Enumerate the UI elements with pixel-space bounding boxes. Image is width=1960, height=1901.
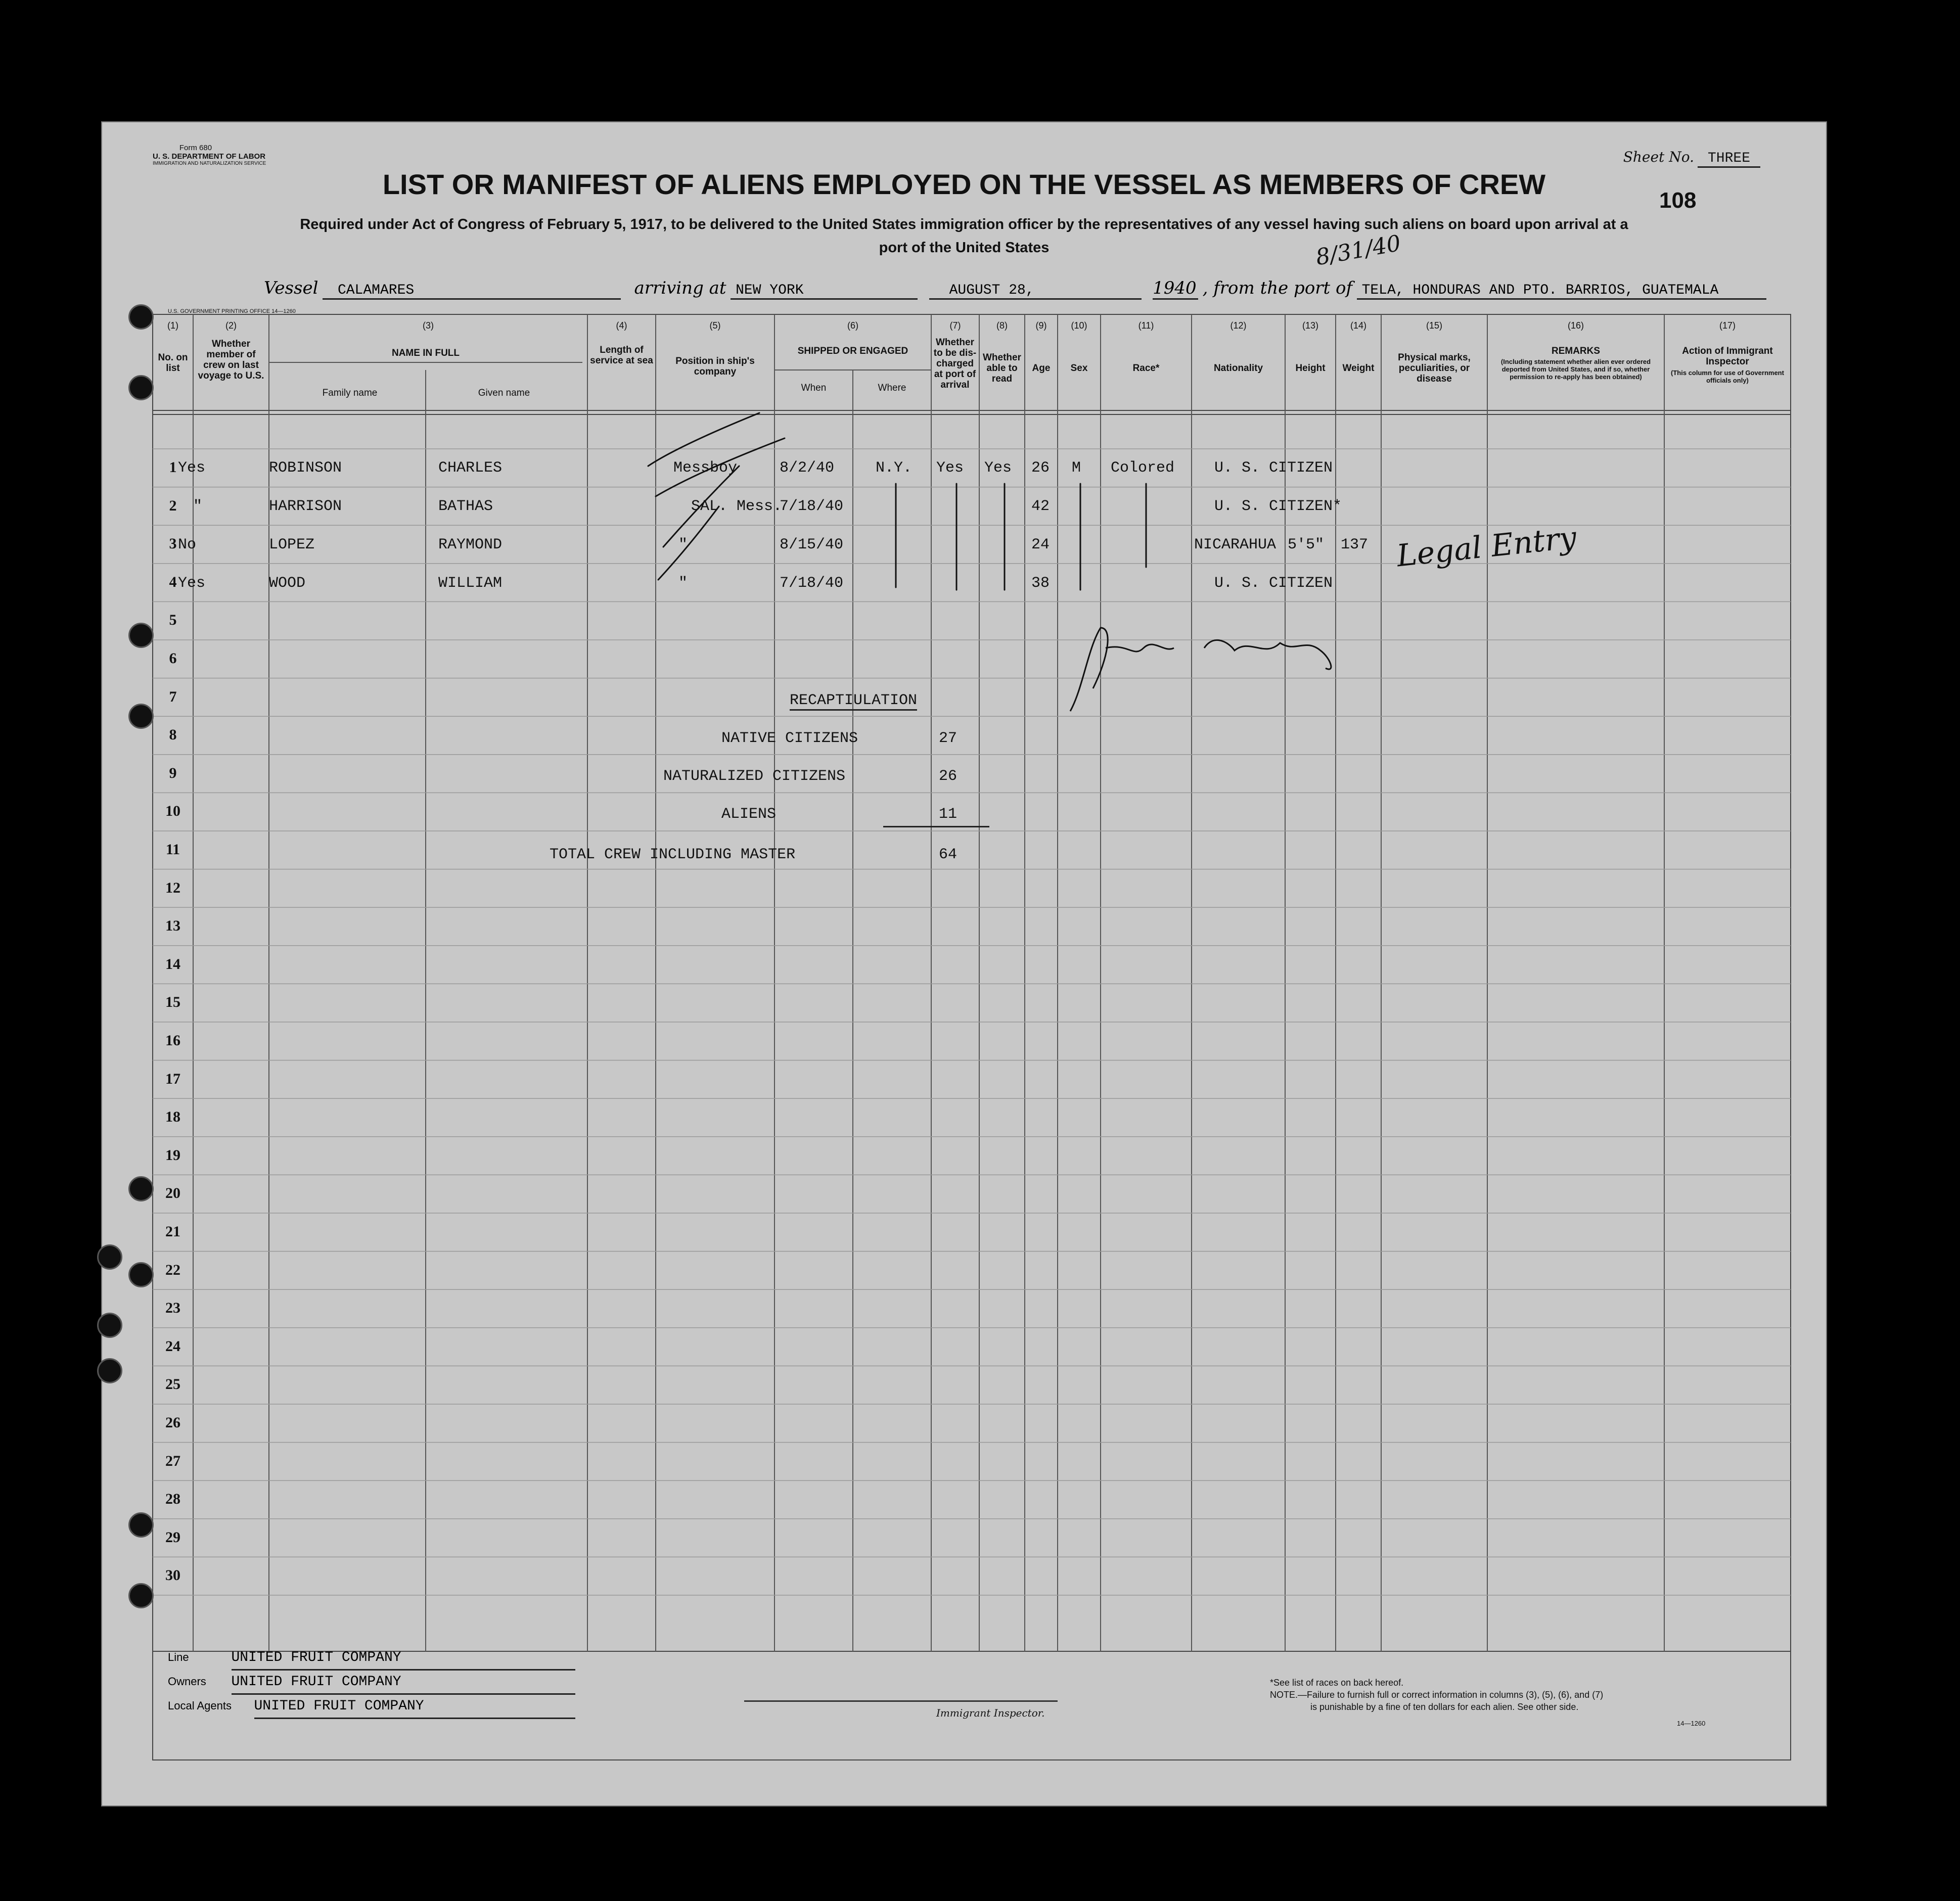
row-2-family: HARRISON bbox=[269, 498, 342, 515]
inspector-label: Immigrant Inspector. bbox=[936, 1707, 1045, 1719]
recap-total-label: TOTAL CREW INCLUDING MASTER bbox=[550, 846, 796, 863]
row-1-given: CHARLES bbox=[438, 459, 503, 477]
date-note: 8/31/40 bbox=[1313, 230, 1403, 271]
form-number: Form 680 bbox=[179, 144, 212, 152]
arriving-label: arriving at bbox=[634, 278, 726, 298]
row-4-family: WOOD bbox=[269, 575, 306, 592]
owners-label: Owners bbox=[168, 1675, 206, 1688]
races-note: *See list of races on back hereof. bbox=[1270, 1678, 1404, 1688]
punch-hole bbox=[128, 704, 154, 729]
col-num-7: (7) bbox=[949, 320, 961, 331]
row-number: 18 bbox=[165, 1108, 180, 1126]
line-label: Line bbox=[168, 1651, 189, 1663]
row-number: 8 bbox=[169, 726, 177, 744]
row-number: 26 bbox=[165, 1414, 180, 1431]
row-number: 11 bbox=[165, 841, 180, 858]
row-number: 27 bbox=[165, 1452, 180, 1469]
row-number: 16 bbox=[165, 1032, 180, 1049]
row-2-when: 7/18/40 bbox=[780, 498, 844, 515]
col-header-read: Whether able to read bbox=[983, 352, 1021, 384]
col-header-inspector-note: (This column for use of Government officials only) bbox=[1671, 369, 1784, 384]
col-num-1: (1) bbox=[167, 320, 178, 331]
recap-naturalized-value: 26 bbox=[939, 768, 958, 785]
form-code: 14—1260 bbox=[1677, 1720, 1706, 1727]
row-3-age: 24 bbox=[1031, 536, 1050, 553]
recap-naturalized-label: NATURALIZED CITIZENS bbox=[663, 768, 846, 785]
row-number: 6 bbox=[169, 650, 177, 667]
col-num-5: (5) bbox=[709, 320, 721, 331]
col-header-remarks-note: (Including statement whether alien ever ordered deported from United States, and if so, whether permission to re-apply has been obtained) bbox=[1500, 358, 1651, 381]
footer-notes bbox=[1270, 1677, 1603, 1713]
row-number: 19 bbox=[165, 1146, 180, 1164]
row-number: 10 bbox=[165, 803, 180, 820]
recap-title: RECAPTIULATION bbox=[790, 692, 917, 711]
col-num-4: (4) bbox=[616, 320, 627, 331]
row-3-family: LOPEZ bbox=[269, 536, 315, 553]
punch-hole bbox=[128, 304, 154, 330]
recap-sum-line bbox=[883, 826, 989, 827]
row-4-given: WILLIAM bbox=[438, 575, 503, 592]
col-header-discharged: Whether to be dis-charged at port of arrival bbox=[933, 337, 977, 390]
row-2-nationality: U. S. CITIZEN* bbox=[1214, 498, 1342, 515]
punch-hole bbox=[128, 1262, 154, 1287]
col-header-shipped: SHIPPED OR ENGAGED bbox=[797, 346, 908, 356]
row-number: 14 bbox=[165, 955, 180, 972]
col-num-12: (12) bbox=[1230, 320, 1247, 331]
row-1-race: Colored bbox=[1111, 459, 1175, 477]
col-num-10: (10) bbox=[1071, 320, 1087, 331]
punch-hole bbox=[97, 1244, 122, 1270]
row-1-family: ROBINSON bbox=[269, 459, 342, 477]
row-3-height: 5'5" bbox=[1288, 536, 1325, 553]
footer-owners bbox=[168, 1646, 575, 1719]
col-num-9: (9) bbox=[1035, 320, 1047, 331]
remark-legal-entry: Legal Entry bbox=[1395, 520, 1578, 574]
row-2-given: BATHAS bbox=[438, 498, 493, 515]
recap-aliens-label: ALIENS bbox=[721, 806, 777, 823]
row-4-when: 7/18/40 bbox=[780, 575, 844, 592]
punch-hole bbox=[128, 1512, 154, 1538]
col-header-age: Age bbox=[1032, 363, 1051, 374]
printing-office: U.S. GOVERNMENT PRINTING OFFICE 14—1260 bbox=[168, 308, 296, 314]
vessel-name: CALAMARES bbox=[323, 283, 621, 300]
punch-hole bbox=[97, 1313, 122, 1338]
row-number: 25 bbox=[165, 1376, 180, 1393]
col-num-17: (17) bbox=[1719, 320, 1736, 331]
recap-total-value: 64 bbox=[939, 846, 958, 863]
row-4-nationality: U. S. CITIZEN bbox=[1214, 575, 1333, 592]
row-1-when: 8/2/40 bbox=[780, 459, 835, 477]
service: IMMIGRATION AND NATURALIZATION SERVICE bbox=[153, 161, 266, 166]
row-number: 12 bbox=[165, 879, 180, 896]
punch-hole bbox=[128, 1583, 154, 1608]
vessel-label: Vessel bbox=[264, 278, 318, 298]
col-header-physical-marks: Physical marks, peculiarities, or disease bbox=[1398, 352, 1471, 384]
col-header-when: When bbox=[801, 383, 827, 393]
col-header-height: Height bbox=[1295, 363, 1326, 374]
row-number: 7 bbox=[169, 688, 177, 705]
col-header-inspector-action: Action of Immigrant Inspector bbox=[1682, 346, 1773, 367]
row-3-when: 8/15/40 bbox=[780, 536, 844, 553]
col-header-position: Position in ship's company bbox=[675, 356, 755, 377]
row-3-weight: 137 bbox=[1341, 536, 1369, 553]
row-3-given: RAYMOND bbox=[438, 536, 503, 553]
col-header-no: No. on list bbox=[158, 352, 188, 374]
col-header-weight: Weight bbox=[1342, 363, 1375, 374]
row-number: 29 bbox=[165, 1528, 180, 1546]
col-header-sex: Sex bbox=[1070, 363, 1088, 374]
col-num-15: (15) bbox=[1426, 320, 1442, 331]
row-2-age: 42 bbox=[1031, 498, 1050, 515]
punch-hole bbox=[128, 1176, 154, 1201]
row-1-sex: M bbox=[1072, 459, 1081, 477]
row-number: 24 bbox=[165, 1337, 180, 1355]
row-number: 23 bbox=[165, 1300, 180, 1317]
subtitle-line-2: port of the United States bbox=[879, 240, 1050, 256]
col-header-prev-voyage: Whether member of crew on last voyage to U.S. bbox=[198, 339, 264, 381]
row-number: 9 bbox=[169, 764, 177, 781]
note-line-2: is punishable by a fine of ten dollars for each alien. See other side. bbox=[1310, 1702, 1579, 1712]
line-value: UNITED FRUIT COMPANY bbox=[232, 1647, 575, 1671]
col-num-6: (6) bbox=[847, 320, 858, 331]
row-number: 2 bbox=[169, 497, 177, 514]
row-number: 30 bbox=[165, 1567, 180, 1584]
arriving-port: NEW YORK bbox=[731, 283, 918, 300]
row-number: 4 bbox=[169, 573, 177, 590]
col-header-remarks: REMARKS bbox=[1551, 346, 1601, 356]
stamp-number: 108 bbox=[1659, 188, 1697, 213]
row-number: 28 bbox=[165, 1491, 180, 1508]
from-label: , from the port of bbox=[1202, 278, 1353, 298]
row-number: 13 bbox=[165, 917, 180, 935]
inspector-signature-line bbox=[744, 1700, 1058, 1702]
from-port: TELA, HONDURAS AND PTO. BARRIOS, GUATEMALA bbox=[1357, 283, 1766, 300]
row-1-where: N.Y. bbox=[876, 459, 913, 477]
row-4-prev: Yes bbox=[178, 575, 206, 592]
col-header-family-name: Family name bbox=[322, 388, 378, 398]
row-1-position: Messboy bbox=[673, 459, 738, 477]
row-number: 21 bbox=[165, 1223, 180, 1240]
row-2-prev: " bbox=[193, 498, 203, 515]
ink-marks bbox=[102, 122, 1826, 1805]
agents-value: UNITED FRUIT COMPANY bbox=[254, 1695, 575, 1719]
col-num-11: (11) bbox=[1138, 320, 1154, 331]
row-1-discharged: Yes bbox=[936, 459, 964, 477]
punch-hole bbox=[128, 623, 154, 648]
row-1-prev: Yes bbox=[178, 459, 206, 477]
arrival-date: AUGUST 28, bbox=[929, 283, 1142, 300]
row-1-read: Yes bbox=[984, 459, 1012, 477]
row-3-position: " bbox=[678, 536, 688, 553]
col-num-2: (2) bbox=[225, 320, 237, 331]
check-mark-3 bbox=[663, 466, 739, 547]
row-2-position: SAL. Mess. bbox=[691, 498, 783, 515]
col-num-3: (3) bbox=[423, 320, 434, 331]
row-4-position: " bbox=[678, 575, 688, 592]
subtitle-line-1: Required under Act of Congress of February 5, 1917, to be delivered to the United States immigration officer by the representatives of any vessel having such aliens on board upon arrival at a bbox=[300, 216, 1628, 233]
row-4-age: 38 bbox=[1031, 575, 1050, 592]
col-header-name: NAME IN FULL bbox=[391, 348, 460, 358]
row-number: 3 bbox=[169, 535, 177, 552]
row-1-age: 26 bbox=[1031, 459, 1050, 477]
col-header-service-length: Length of service at sea bbox=[590, 345, 653, 366]
col-num-8: (8) bbox=[996, 320, 1008, 331]
check-mark-2 bbox=[656, 438, 785, 496]
row-1-nationality: U. S. CITIZEN bbox=[1214, 459, 1333, 477]
col-num-13: (13) bbox=[1302, 320, 1318, 331]
col-num-16: (16) bbox=[1567, 320, 1584, 331]
arrival-year: 1940 bbox=[1153, 278, 1198, 300]
row-3-nationality: NICARAHUA bbox=[1194, 536, 1277, 553]
check-mark-1 bbox=[648, 413, 759, 466]
row-number: 15 bbox=[165, 994, 180, 1011]
punch-hole bbox=[97, 1358, 122, 1383]
row-number: 20 bbox=[165, 1185, 180, 1202]
row-number: 22 bbox=[165, 1261, 180, 1278]
department: U. S. DEPARTMENT OF LABOR bbox=[153, 152, 266, 161]
col-header-nationality: Nationality bbox=[1213, 363, 1263, 374]
page-title: LIST OR MANIFEST OF ALIENS EMPLOYED ON THE VESSEL AS MEMBERS OF CREW bbox=[382, 168, 1546, 200]
recap-native-value: 27 bbox=[939, 730, 958, 747]
col-header-given-name: Given name bbox=[478, 388, 530, 398]
row-number: 17 bbox=[165, 1070, 180, 1087]
sheet-label: Sheet No. bbox=[1623, 149, 1694, 165]
col-num-14: (14) bbox=[1350, 320, 1366, 331]
row-3-prev: No bbox=[178, 536, 197, 553]
col-header-race: Race* bbox=[1132, 363, 1160, 374]
col-header-where: Where bbox=[878, 383, 906, 393]
recap-aliens-value: 11 bbox=[939, 806, 958, 823]
agents-label: Local Agents bbox=[168, 1699, 232, 1712]
note-line-1: NOTE.—Failure to furnish full or correct information in columns (3), (5), (6), and (7) bbox=[1270, 1690, 1604, 1700]
sheet-value: THREE bbox=[1698, 151, 1760, 168]
row-number: 1 bbox=[169, 459, 177, 476]
punch-hole bbox=[128, 375, 154, 400]
recap-native-label: NATIVE CITIZENS bbox=[721, 730, 858, 747]
owners-value: UNITED FRUIT COMPANY bbox=[232, 1671, 575, 1695]
manifest-sheet bbox=[101, 121, 1827, 1806]
row-number: 5 bbox=[169, 612, 177, 629]
